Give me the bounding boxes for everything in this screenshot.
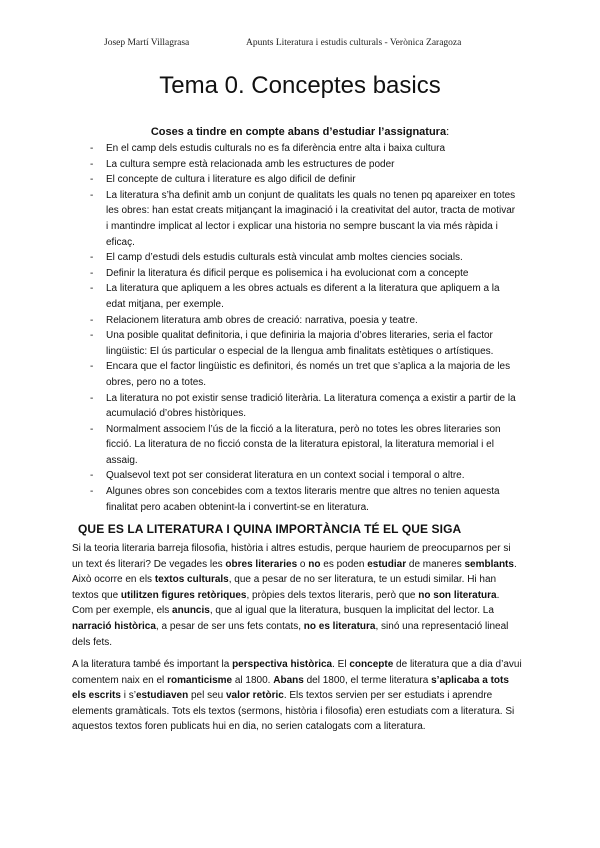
- section-heading-text: Coses a tindre en compte abans d’estudiar l’assignatura: [150, 126, 447, 138]
- bold-text-run: estudiar: [367, 558, 407, 570]
- list-item-text: El camp d’estudi dels estudis culturals està vinculat amb moltes ciencies socials.: [106, 252, 463, 264]
- bold-text-run: concepte: [349, 659, 394, 670]
- bold-text-run: perspectiva històrica: [232, 659, 333, 670]
- bold-text-run: anuncis: [172, 605, 210, 617]
- paragraph-literary-theory: [72, 541, 522, 650]
- list-item-text: La literatura no pot existir sense tradició literària. La literatura comença a existir a partir de la acumulació d’obres històriques.: [106, 392, 516, 420]
- text-run: es poden: [320, 558, 368, 570]
- text-run: pel seu: [188, 690, 226, 702]
- list-item-text: El concepte de cultura i literature es algo dificil de definir: [106, 174, 356, 186]
- text-run: de maneres: [406, 558, 465, 570]
- bold-text-run: estudiaven: [135, 690, 189, 702]
- list-item-text: Relacionem literatura amb obres de creació: narrativa, poesia y teatre.: [106, 314, 418, 326]
- text-run: . Això ocorre en els: [72, 558, 517, 586]
- considerations-list: [90, 141, 520, 515]
- bold-text-run: valor retòric: [226, 690, 284, 702]
- text-run: , que a pesar de no ser literatura, te un estudi similar. Hi han textos que: [72, 574, 497, 601]
- bold-text-run: no es literatura: [303, 620, 376, 632]
- bullet-dash: -: [90, 174, 94, 186]
- list-item-text: La literatura s’ha definit amb un conjunt de qualitats les quals no tenen pq apareixer en totes les obres: han estat creats mitjançant la imaginació i la creativitat del autor, tracta de motivar i mantindre implicat al lector i explicar una historia no sempre buscant la via més ràpida i eficaç.: [106, 189, 516, 248]
- text-run: . Els textos servien per ser estudiats i aprendre elements gramàticals. Tots els textos (sermons, història i filosofia) eren estudiats com a literatura. Si aquestos textos foren publicats hui en dia, no serien catalogats com a literatura.: [72, 690, 515, 733]
- section-heading-what-is-literature: QUE ES LA LITERATURA I QUINA IMPORTÀNCIA TÉ EL QUE SIGA: [78, 522, 462, 536]
- bold-text-run: Abans: [273, 674, 304, 686]
- bullet-dash: -: [90, 267, 94, 279]
- bold-text-run: no: [308, 558, 321, 570]
- bold-text-run: romanticisme: [167, 674, 233, 686]
- section-heading-considerations: [0, 126, 600, 138]
- bullet-dash: -: [90, 283, 94, 295]
- text-run: , sinó una representació lineal dels fets.: [72, 620, 509, 648]
- list-item: [90, 468, 520, 484]
- list-item-text: Qualsevol text pot ser considerat literatura en un context social i temporal o altre.: [106, 470, 465, 482]
- list-item: [90, 250, 520, 266]
- bold-text-run: textos culturals: [154, 574, 229, 586]
- list-item: [90, 313, 520, 329]
- list-item-text: En el camp dels estudis culturals no es fa diferència entre alta i baixa cultura: [106, 143, 446, 154]
- list-item: [90, 172, 520, 188]
- list-item: [90, 359, 520, 390]
- list-item: [90, 266, 520, 282]
- list-item-text: Definir la literatura és dificil perque es polisemica i ha evolucionat com a concepte: [106, 267, 469, 279]
- list-item-text: La cultura sempre està relacionada amb les estructures de poder: [106, 158, 395, 170]
- text-run: del 1800, el terme literatura: [303, 674, 432, 686]
- section-heading-colon: :: [446, 126, 450, 138]
- text-run: i s’: [120, 690, 136, 702]
- bullet-dash: -: [90, 361, 94, 373]
- list-item: [90, 281, 520, 312]
- list-item: [90, 422, 520, 469]
- bullet-dash: -: [90, 189, 94, 201]
- bold-text-run: semblants: [464, 558, 514, 570]
- list-item: [90, 328, 520, 359]
- bullet-dash: -: [90, 252, 94, 264]
- bullet-dash: -: [90, 158, 94, 170]
- bullet-dash: -: [90, 392, 94, 404]
- header-course-title: Apunts Literatura i estudis culturals - Verònica Zaragoza: [246, 38, 462, 48]
- list-item-text: Algunes obres son concebides com a textos literaris mentre que altres no tenien aquesta finalitat pero acaben obtenint-la i convertint-se en literatura.: [106, 486, 500, 513]
- list-item: [90, 141, 520, 157]
- bold-text-run: utilitzen figures retòriques: [120, 589, 247, 601]
- bold-text-run: narració històrica: [72, 620, 156, 632]
- list-item-text: La literatura que apliquem a les obres actuals es diferent a la literatura que apliquem a la edat mitjana, per exemple.: [106, 283, 500, 310]
- bullet-dash: -: [90, 486, 94, 498]
- text-run: . El: [332, 659, 350, 670]
- text-run: , que al igual que la literatura, busquen la implicitat del lector. La: [209, 605, 494, 617]
- list-item-text: Una posible qualitat definitoria, i que definiria la majoria d’obres literaries, seria el factor lingüistic: El ús particular o especial de la llengua amb finalitats estètiques o artístiques.: [106, 330, 494, 357]
- text-run: o: [297, 558, 309, 570]
- bold-text-run: obres literaries: [225, 558, 298, 570]
- text-run: al 1800.: [232, 674, 274, 686]
- text-run: de literatura que a dia d’avui comentem naix en el: [72, 659, 522, 686]
- list-item: [90, 391, 520, 422]
- bullet-dash: -: [90, 330, 94, 342]
- text-run: Si la teoria literaria barreja filosofia, història i altres estudis, perque hauriem de preocuparnos per si un text és literari? De vegades les: [72, 543, 511, 570]
- bullet-dash: -: [90, 314, 94, 326]
- text-run: , pròpies dels textos literaris, però que: [246, 589, 419, 601]
- list-item: [90, 157, 520, 173]
- bold-text-run: no son literatura: [418, 589, 497, 601]
- bullet-dash: -: [90, 423, 94, 435]
- bold-text-run: s’aplicaba a tots els escrits: [72, 674, 509, 702]
- list-item-text: Normalment associem l’ús de la ficció a la literatura, però no totes les obres literaries son ficció. La literatura de no ficció consta de la literatura epistoral, la literatura memorial i el assaig.: [106, 423, 501, 466]
- list-item: [90, 188, 520, 250]
- text-run: , a pesar de ser uns fets contats,: [155, 620, 304, 632]
- header-author: Josep Martí Villagrasa: [104, 38, 190, 48]
- list-item: [90, 484, 520, 515]
- text-run: . Com per exemple, els: [72, 589, 500, 617]
- bullet-dash: -: [90, 470, 94, 482]
- paragraph-historical-perspective: [72, 657, 522, 735]
- document-title: Tema 0. Conceptes basics: [159, 72, 441, 99]
- bullet-dash: -: [90, 143, 94, 154]
- text-run: A la literatura també és important la: [72, 659, 233, 670]
- page-header: [0, 38, 600, 52]
- list-item-text: Encara que el factor lingüistic es definitori, és només un tret que s’aplica a la majoria de les obres, pero no a totes.: [106, 361, 511, 388]
